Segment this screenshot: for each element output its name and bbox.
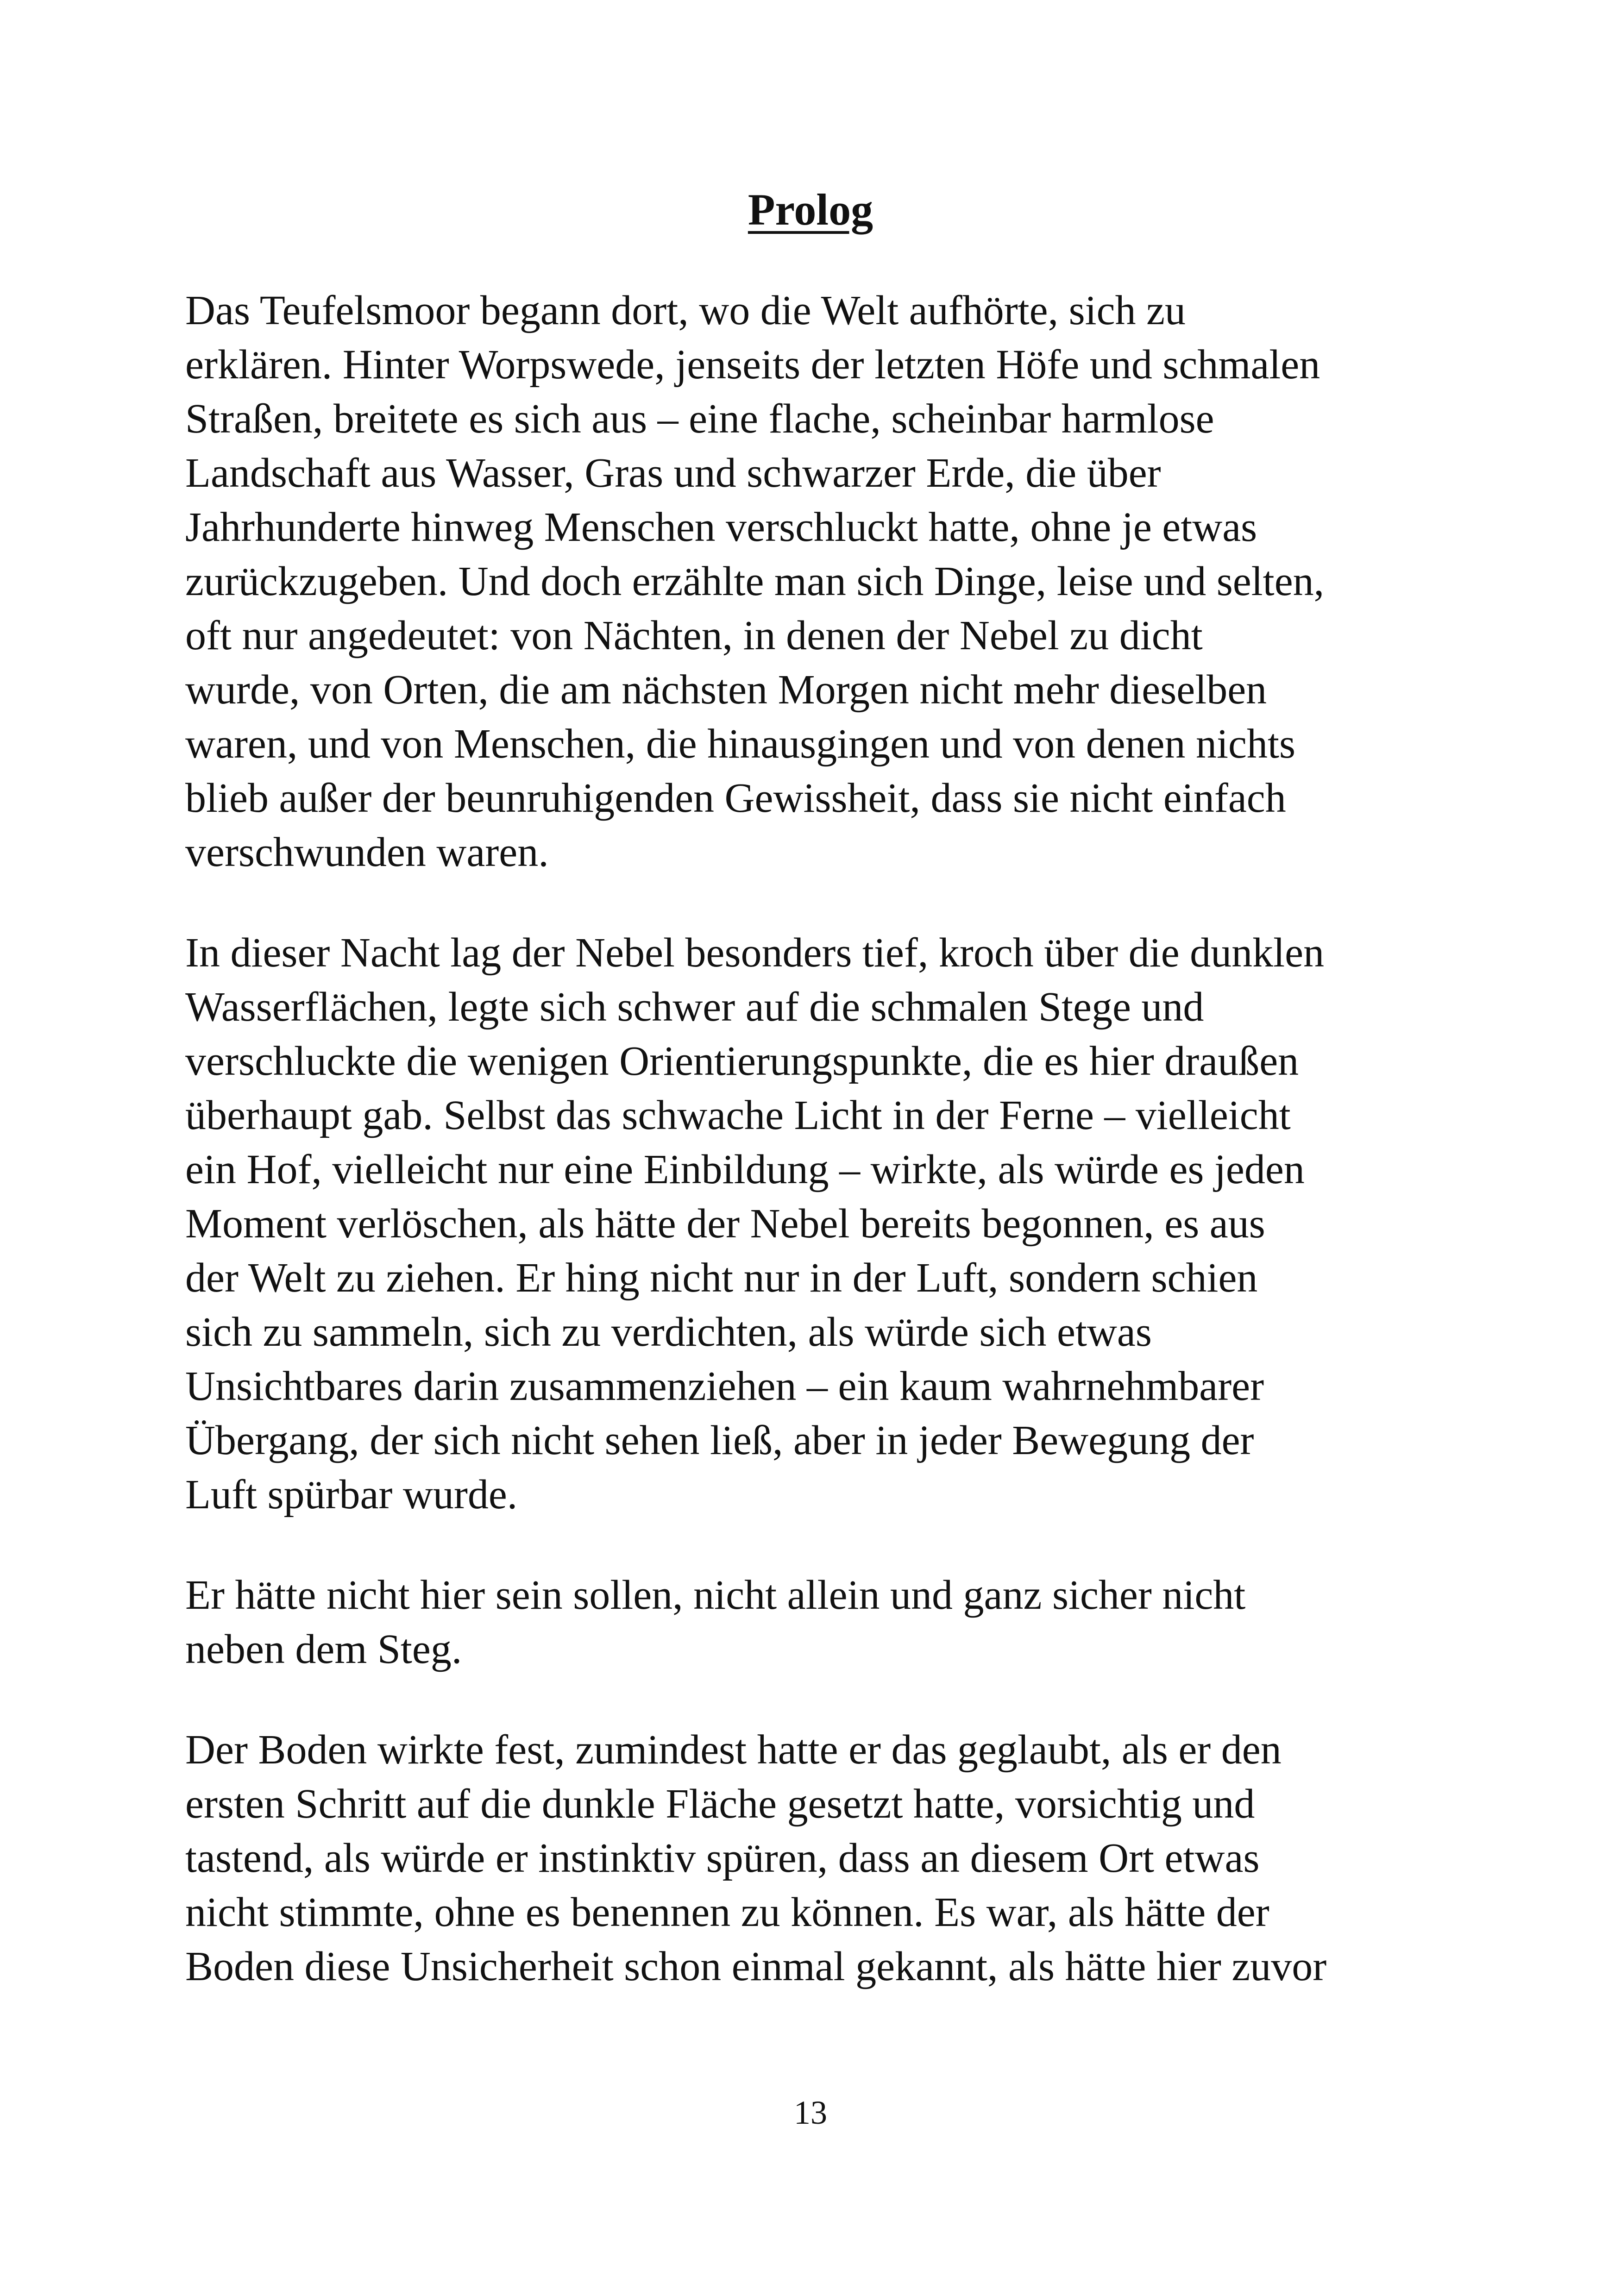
paragraph-1: [185, 283, 1445, 879]
text-line: überhaupt gab. Selbst das schwache Licht in der Ferne – vielleicht: [185, 1092, 1291, 1138]
text-line: Wasserflächen, legte sich schwer auf die schmalen Stege und: [185, 984, 1204, 1030]
text-line: verschluckte die wenigen Orientierungspunkte, die es hier draußen: [185, 1038, 1299, 1084]
text-line: erklären. Hinter Worpswede, jenseits der letzten Höfe und schmalen: [185, 342, 1320, 388]
text-line: Der Boden wirkte fest, zumindest hatte er das geglaubt, als er den: [185, 1727, 1282, 1773]
text-line: tastend, als würde er instinktiv spüren, dass an diesem Ort etwas: [185, 1835, 1260, 1881]
text-line: Moment verlöschen, als hätte der Nebel bereits begonnen, es aus: [185, 1201, 1265, 1247]
text-line: ersten Schritt auf die dunkle Fläche gesetzt hatte, vorsichtig und: [185, 1781, 1255, 1827]
text-line: zurückzugeben. Und doch erzählte man sich Dinge, leise und selten,: [185, 558, 1325, 604]
body-text: [185, 283, 1445, 1994]
text-line: sich zu sammeln, sich zu verdichten, als würde sich etwas: [185, 1309, 1152, 1355]
paragraph-3: [185, 1568, 1445, 1676]
text-line: der Welt zu ziehen. Er hing nicht nur in der Luft, sondern schien: [185, 1255, 1258, 1301]
paragraph-gap: [185, 1522, 1445, 1568]
text-line: Das Teufelsmoor begann dort, wo die Welt aufhörte, sich zu: [185, 288, 1186, 333]
text-line: oft nur angedeutet: von Nächten, in denen der Nebel zu dicht: [185, 613, 1203, 659]
paragraph-4: [185, 1723, 1445, 1994]
text-line: blieb außer der beunruhigenden Gewissheit, dass sie nicht einfach: [185, 775, 1286, 821]
text-line: neben dem Steg.: [185, 1626, 462, 1672]
text-line: verschwunden waren.: [185, 829, 549, 875]
text-line: Luft spürbar wurde.: [185, 1472, 518, 1518]
paragraph-2: [185, 926, 1445, 1522]
text-line: Boden diese Unsicherheit schon einmal gekannt, als hätte hier zuvor: [185, 1944, 1327, 1989]
text-line: waren, und von Menschen, die hinausgingen und von denen nichts: [185, 721, 1295, 767]
text-line: nicht stimmte, ohne es benennen zu können. Es war, als hätte der: [185, 1889, 1269, 1935]
text-line: Landschaft aus Wasser, Gras und schwarzer Erde, die über: [185, 450, 1161, 496]
text-line: Straßen, breitete es sich aus – eine flache, scheinbar harmlose: [185, 396, 1214, 442]
chapter-title: Prolog: [748, 185, 873, 234]
text-line: Er hätte nicht hier sein sollen, nicht allein und ganz sicher nicht: [185, 1572, 1246, 1618]
text-line: Übergang, der sich nicht sehen ließ, aber in jeder Bewegung der: [185, 1418, 1254, 1463]
paragraph-gap: [185, 1676, 1445, 1723]
text-line: Jahrhunderte hinweg Menschen verschluckt hatte, ohne je etwas: [185, 504, 1257, 550]
text-line: Unsichtbares darin zusammenziehen – ein kaum wahrnehmbarer: [185, 1363, 1264, 1409]
page-number: 13: [794, 2094, 827, 2131]
text-line: In dieser Nacht lag der Nebel besonders tief, kroch über die dunklen: [185, 930, 1325, 976]
paragraph-gap: [185, 879, 1445, 926]
text-line: wurde, von Orten, die am nächsten Morgen nicht mehr dieselben: [185, 667, 1267, 713]
text-line: ein Hof, vielleicht nur eine Einbildung – wirkte, als würde es jeden: [185, 1147, 1305, 1192]
